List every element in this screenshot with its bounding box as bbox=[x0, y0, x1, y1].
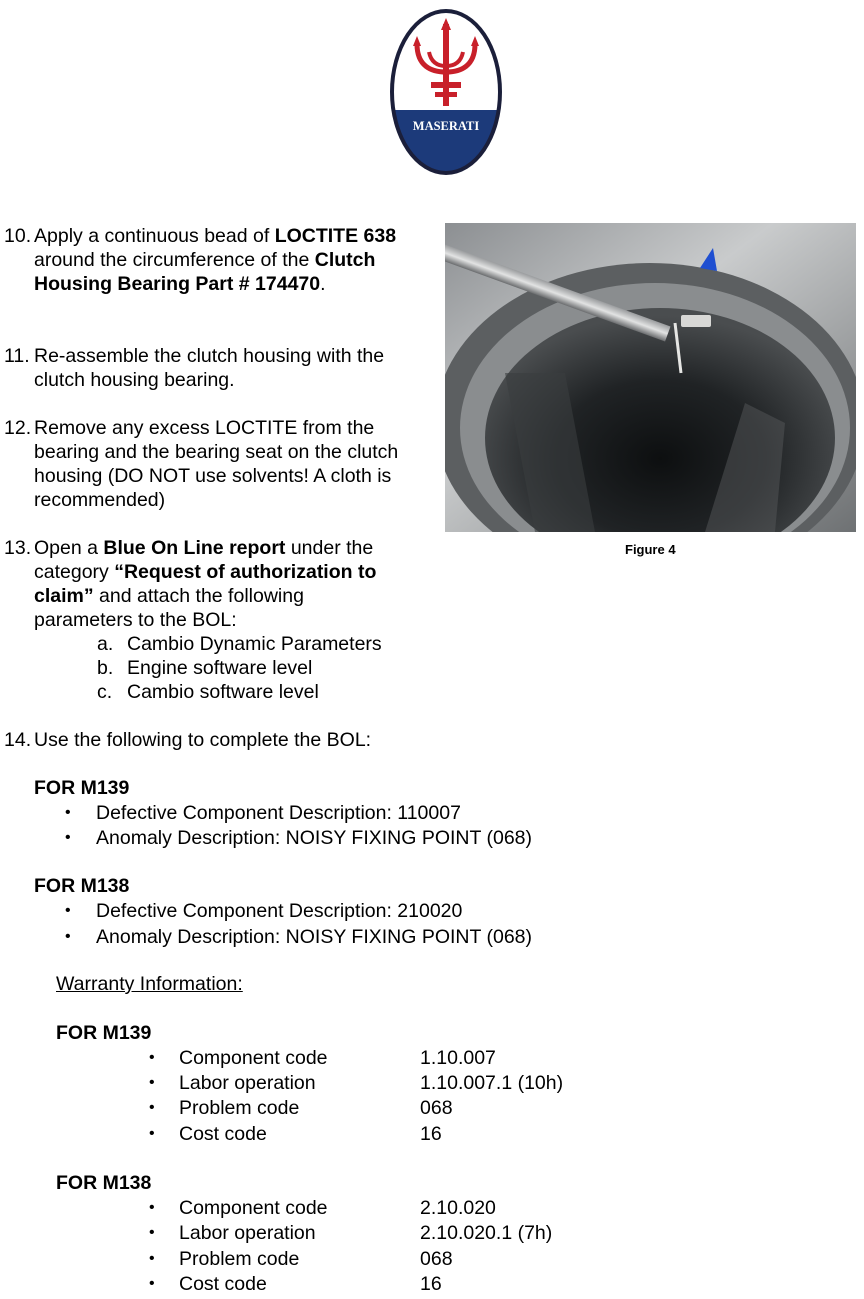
figure-caption: Figure 4 bbox=[625, 542, 676, 557]
sub-item-text: Cambio software level bbox=[127, 681, 319, 703]
bullet-icon: • bbox=[65, 902, 71, 919]
logo-text: MASERATI bbox=[412, 119, 480, 133]
warranty-label: Component code bbox=[179, 1197, 328, 1219]
warranty-value: 068 bbox=[420, 1248, 453, 1270]
step-number: 10. bbox=[4, 225, 32, 247]
warranty-value: 16 bbox=[420, 1123, 442, 1145]
step-number: 12. bbox=[4, 417, 32, 439]
loctite-product: LOCTITE 638 bbox=[274, 225, 397, 247]
warranty-value: 2.10.020.1 (7h) bbox=[420, 1222, 553, 1244]
list-item-text: Defective Component Description: 110007 bbox=[96, 802, 461, 824]
warranty-value: 16 bbox=[420, 1273, 442, 1295]
bullet-icon: • bbox=[149, 1049, 155, 1066]
warranty-heading: FOR M138 bbox=[56, 1172, 152, 1194]
warranty-label: Labor operation bbox=[179, 1222, 316, 1244]
bullet-icon: • bbox=[149, 1199, 155, 1216]
list-item-text: Anomaly Description: NOISY FIXING POINT (068) bbox=[96, 827, 532, 849]
warranty-heading: FOR M139 bbox=[56, 1022, 152, 1044]
sub-item-letter: b. bbox=[97, 657, 114, 679]
bol-category: “Request of authorization to claim” bbox=[34, 561, 377, 607]
step-text-part: Open a bbox=[34, 537, 104, 559]
warranty-value: 2.10.020 bbox=[420, 1197, 496, 1219]
step-text-part: . bbox=[320, 273, 326, 295]
step-number: 14. bbox=[4, 729, 32, 751]
step-text bbox=[34, 536, 404, 632]
step-text: Re-assemble the clutch housing with the clutch housing bearing. bbox=[34, 345, 385, 391]
bearing-part-number: Clutch Housing Bearing Part # 174470 bbox=[34, 249, 376, 295]
warranty-value: 1.10.007 bbox=[420, 1047, 496, 1069]
bullet-icon: • bbox=[65, 804, 71, 821]
step-text: Remove any excess LOCTITE from the bearing and the bearing seat on the clutch housing (DO NOT use solvents! A cloth is recommended) bbox=[34, 417, 399, 511]
step-text bbox=[34, 224, 404, 296]
maserati-logo bbox=[387, 6, 505, 178]
bullet-icon: • bbox=[149, 1125, 155, 1142]
list-item-text: Defective Component Description: 210020 bbox=[96, 900, 463, 922]
bullet-icon: • bbox=[149, 1275, 155, 1292]
sub-item-letter: a. bbox=[97, 633, 114, 655]
list-item-text: Anomaly Description: NOISY FIXING POINT (068) bbox=[96, 926, 532, 948]
bullet-icon: • bbox=[149, 1250, 155, 1267]
sub-item-text: Engine software level bbox=[127, 657, 313, 679]
bol-heading: FOR M139 bbox=[34, 777, 130, 799]
bullet-icon: • bbox=[65, 928, 71, 945]
bullet-icon: • bbox=[149, 1099, 155, 1116]
clutch-housing-photo bbox=[445, 223, 856, 532]
warranty-label: Problem code bbox=[179, 1097, 300, 1119]
warranty-label: Problem code bbox=[179, 1248, 300, 1270]
step-text-part: around the circumference of the bbox=[34, 249, 315, 271]
bullet-icon: • bbox=[149, 1074, 155, 1091]
warranty-value: 1.10.007.1 (10h) bbox=[420, 1072, 564, 1094]
step-text-part: and attach the following parameters to the BOL: bbox=[34, 585, 304, 631]
sub-item-letter: c. bbox=[97, 681, 113, 703]
warranty-label: Labor operation bbox=[179, 1072, 316, 1094]
step-text-part: under the category bbox=[34, 537, 374, 583]
step-text: Use the following to complete the BOL: bbox=[34, 729, 372, 751]
step-number: 13. bbox=[4, 537, 32, 559]
step-text-part: Apply a continuous bead of bbox=[34, 225, 275, 247]
bol-heading: FOR M138 bbox=[34, 875, 130, 897]
bol-report-name: Blue On Line report bbox=[103, 537, 286, 559]
warranty-label: Cost code bbox=[179, 1123, 267, 1145]
warranty-label: Component code bbox=[179, 1047, 328, 1069]
bullet-icon: • bbox=[149, 1224, 155, 1241]
warranty-value: 068 bbox=[420, 1097, 453, 1119]
bullet-icon: • bbox=[65, 829, 71, 846]
step-number: 11. bbox=[4, 345, 30, 367]
warranty-label: Cost code bbox=[179, 1273, 267, 1295]
sub-item-text: Cambio Dynamic Parameters bbox=[127, 633, 382, 655]
warranty-title: Warranty Information: bbox=[56, 973, 243, 995]
